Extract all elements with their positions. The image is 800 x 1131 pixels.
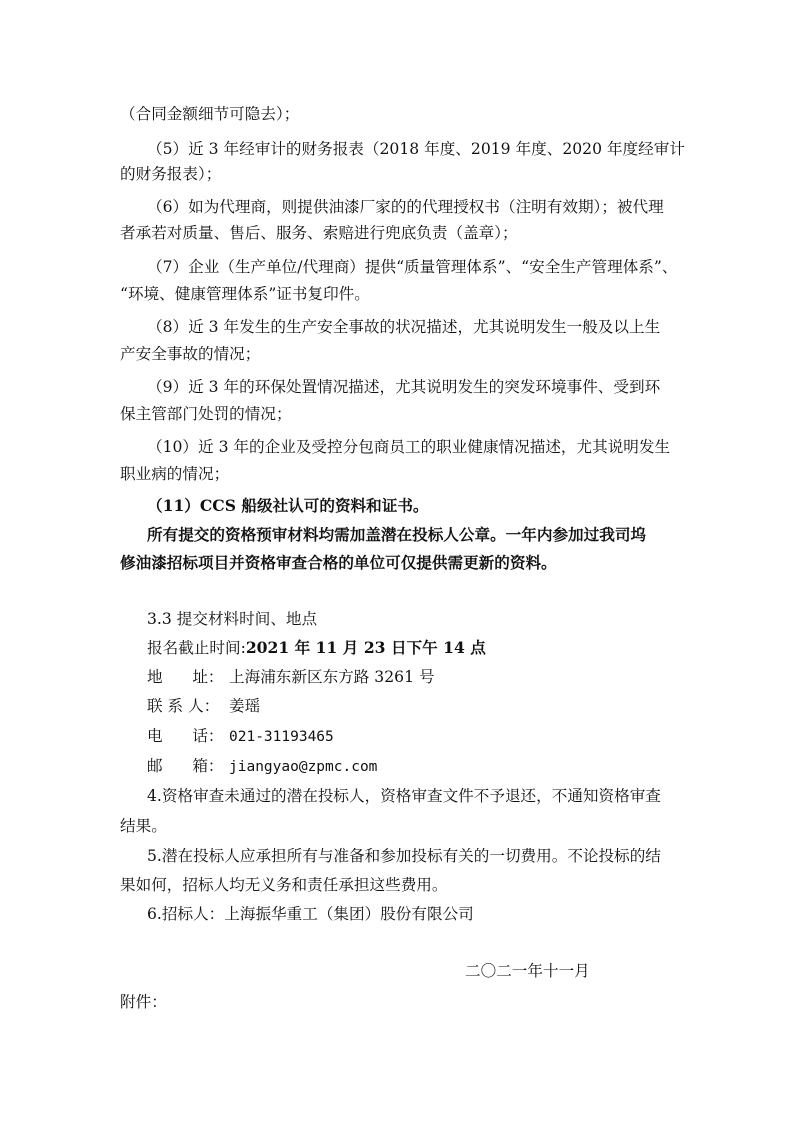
item-9-line-1: （9）近 3 年的环保处置情况描述，尤其说明发生的突发环境事件、受到环 <box>147 378 661 396</box>
item-11: （11）CCS 船级社认可的资料和证书。 <box>147 496 429 515</box>
item-9-line-2: 保主管部门处罚的情况； <box>120 405 292 423</box>
email-row <box>147 755 377 778</box>
item-5b-line-2: 果如何，招标人均无义务和责任承担这些费用。 <box>120 876 448 894</box>
deadline-row <box>147 637 486 659</box>
address-row <box>147 666 435 688</box>
item-6b-tenderer: 6.招标人：上海振华重工（集团）股份有限公司 <box>147 905 474 923</box>
item-10-line-1: （10）近 3 年的企业及受控分包商员工的职业健康情况描述，尤其说明发生 <box>147 438 671 456</box>
email-label: 邮 箱： <box>147 757 224 775</box>
item-6-line-1: （6）如为代理商，则提供油漆厂家的的代理授权书（注明有效期）；被代理 <box>147 198 664 216</box>
bold-notice-line-2: 修油漆招标项目并资格审查合格的单位可仅提供需更新的资料。 <box>120 553 557 572</box>
bold-notice-line-1: 所有提交的资格预审材料均需加盖潜在投标人公章。一年内参加过我司坞 <box>147 525 647 544</box>
item-5b-line-1: 5.潜在投标人应承担所有与准备和参加投标有关的一切费用。不论投标的结 <box>147 847 661 865</box>
item-8-line-2: 产安全事故的情况； <box>120 345 261 363</box>
deadline-value: 2021 年 11 月 23 日下午 14 点 <box>245 638 486 657</box>
phone-label: 电 话： <box>147 727 224 745</box>
item-8-line-1: （8）近 3 年发生的生产安全事故的状况描述，尤其说明发生一般及以上生 <box>147 318 661 336</box>
contact-row <box>147 695 260 717</box>
item-6-line-2: 者承若对质量、售后、服务、索赔进行兜底负责（盖章）； <box>120 224 518 242</box>
contact-label: 联 系 人： <box>147 697 220 715</box>
section-3-3-heading: 3.3 提交材料时间、地点 <box>147 610 318 628</box>
item-4-line-1: 4.资格审查未通过的潜在投标人，资格审查文件不予退还，不通知资格审查 <box>147 787 661 805</box>
item-5-line-2: 的财务报表）； <box>120 165 222 183</box>
attachment-label: 附件： <box>120 993 167 1011</box>
phone-row <box>147 725 334 748</box>
contract-amount-note: （合同金额细节可隐去）； <box>120 105 300 123</box>
email-value: jiangyao@zpmc.com <box>229 759 378 775</box>
phone-value: 021-31193465 <box>229 729 334 745</box>
item-7-line-1: （7）企业（生产单位/代理商）提供“质量管理体系”、“安全生产管理体系”、 <box>147 258 678 276</box>
item-5-line-1: （5）近 3 年经审计的财务报表（2018 年度、2019 年度、2020 年度经审计 <box>147 140 685 158</box>
item-10-line-2: 职业病的情况； <box>120 465 230 483</box>
address-label: 地 址： <box>147 668 224 686</box>
item-4-line-2: 结果。 <box>120 817 167 835</box>
deadline-label: 报名截止时间: <box>147 639 246 657</box>
contact-value: 姜瑶 <box>229 697 261 715</box>
document-date: 二〇二一年十一月 <box>465 962 590 980</box>
item-7-line-2: “环境、健康管理体系”证书复印件。 <box>120 285 370 303</box>
address-value: 上海浦东新区东方路 3261 号 <box>229 668 435 686</box>
